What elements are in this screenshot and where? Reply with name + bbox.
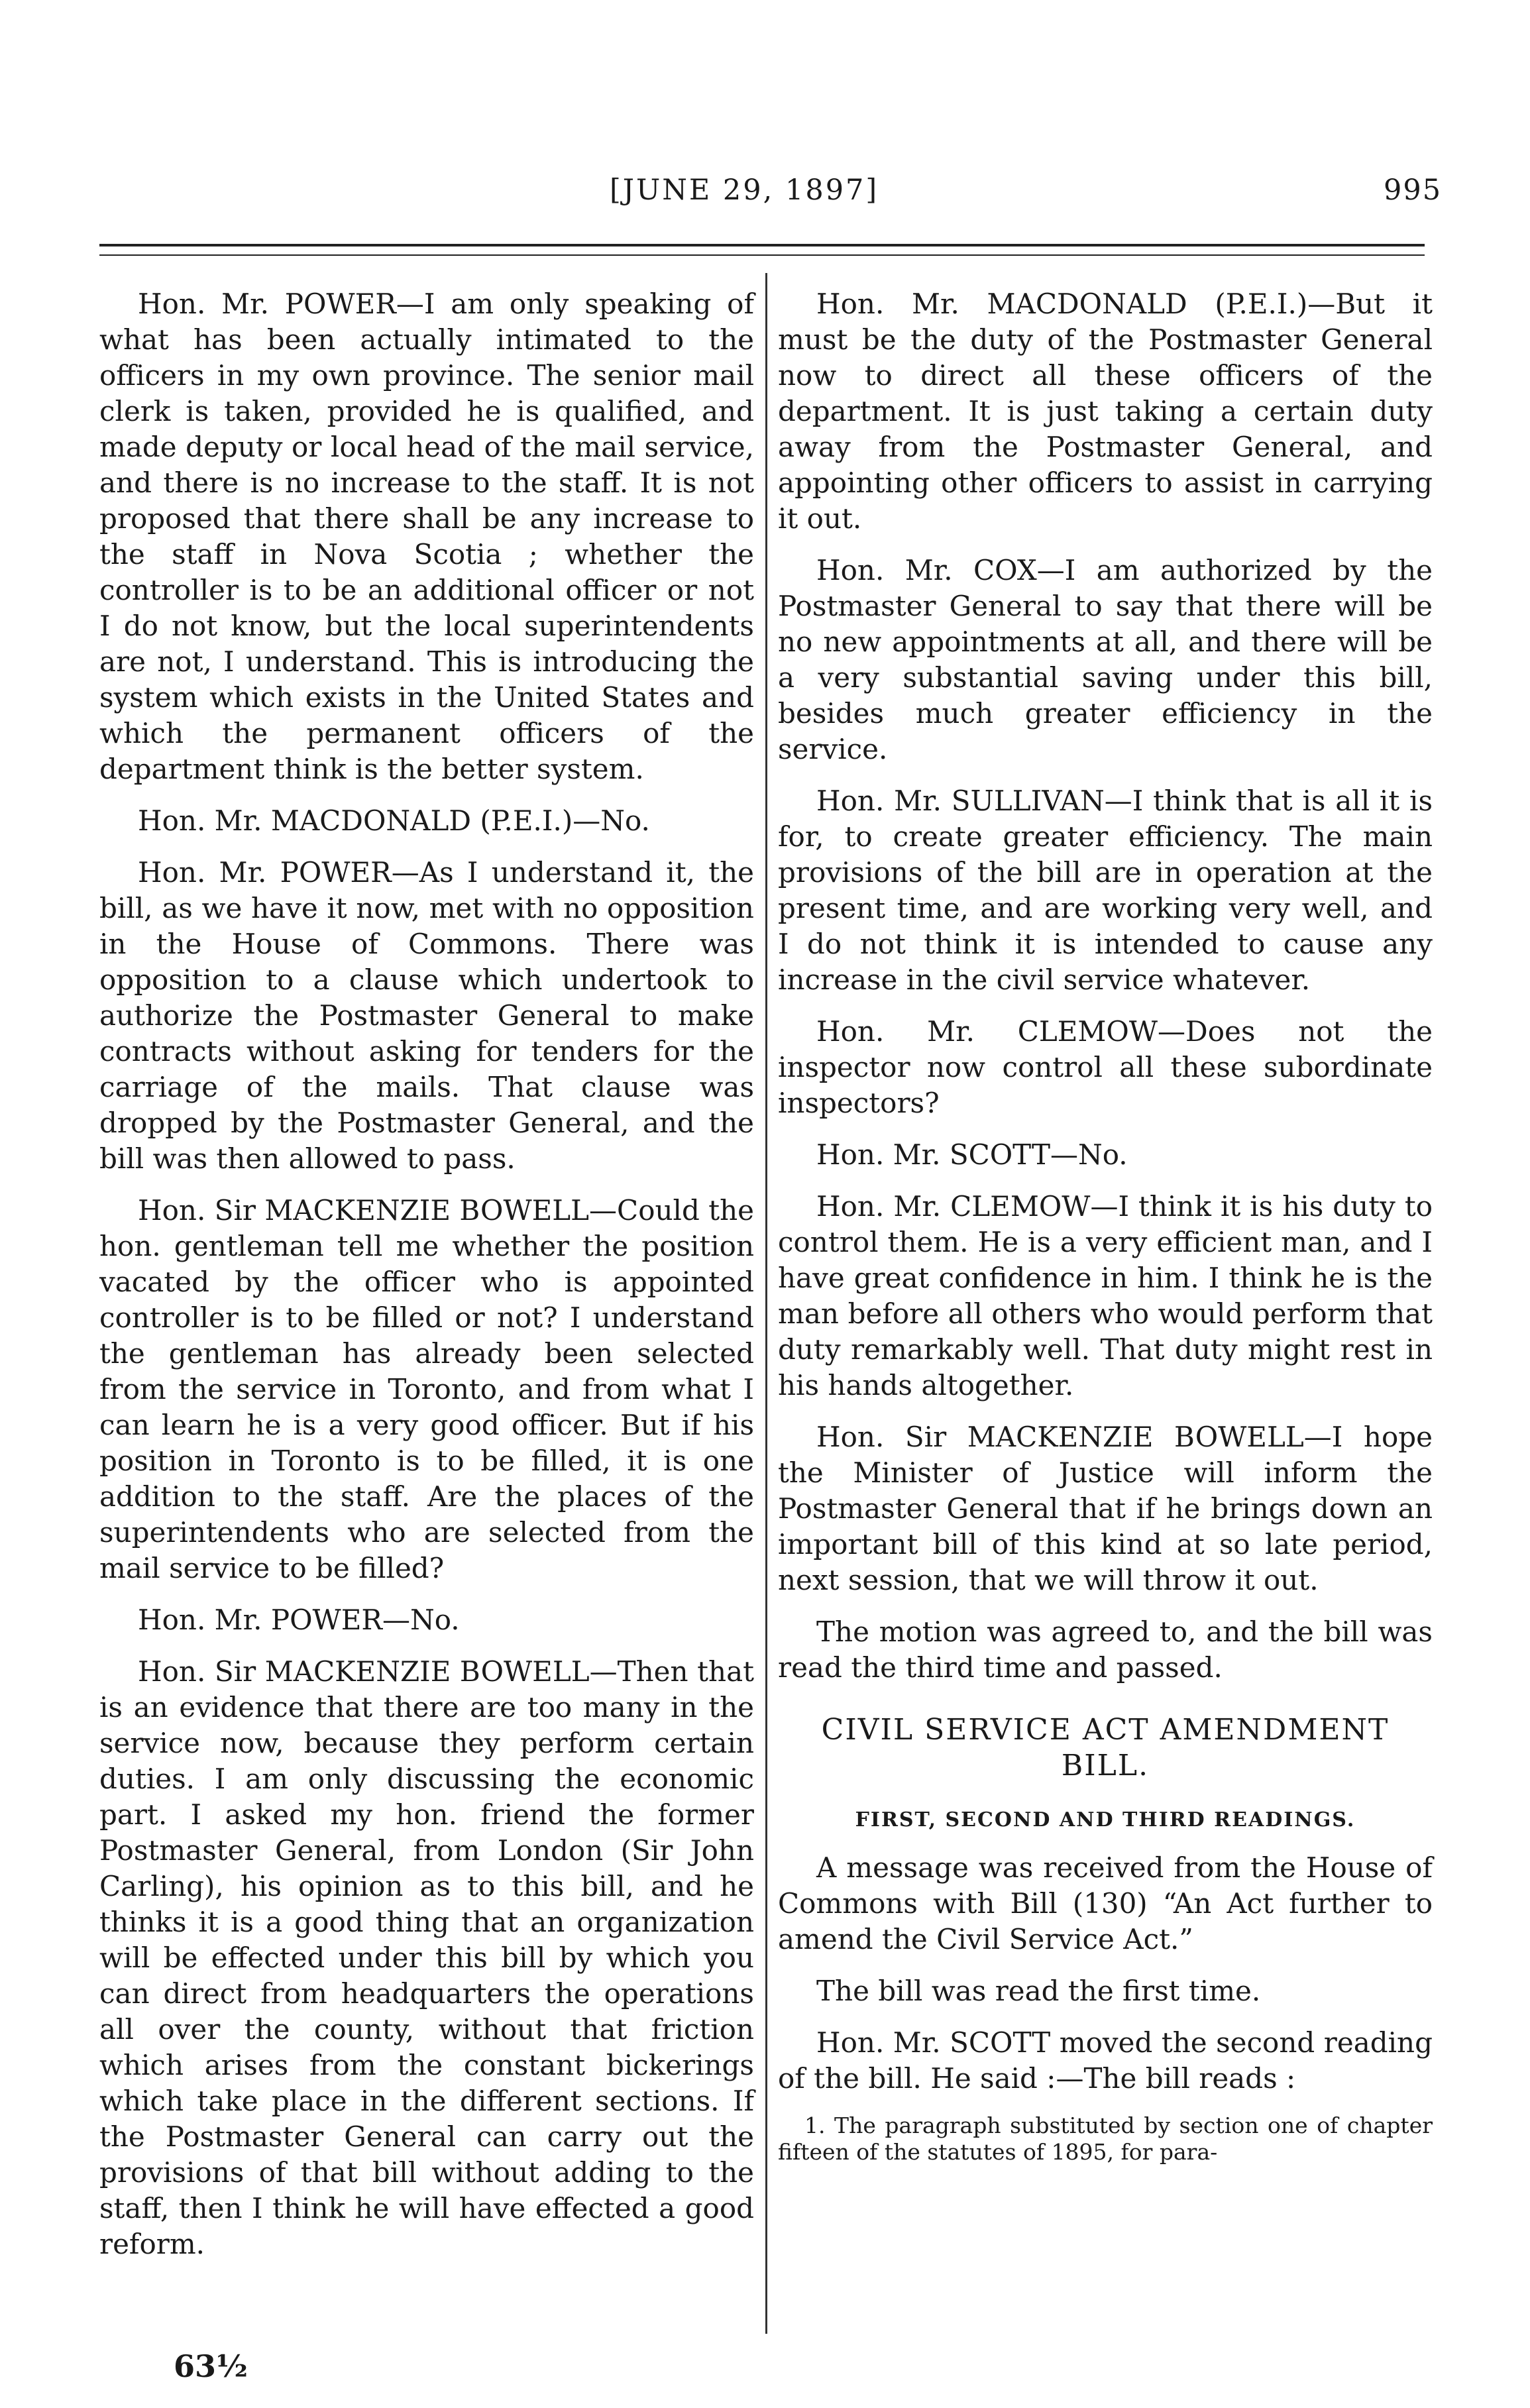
page-number: 995 xyxy=(1384,174,1443,207)
left-paragraph: Hon. Mr. POWER—No. xyxy=(138,1604,460,1636)
left-paragraph: Hon. Sir MACKENZIE BOWELL—Then that is an evidence that there are too many in the service now, because they perform certain duties. I am only discussing the economic part. I asked my hon. friend the former Postmaster General, from London (Sir John Carling), his opinion as to this bill, and he thinks it is a good thing that an organization will be effected under this bill by which you can direct from headquarters the operations all over the county, without that friction which arises from the constant bickerings which take place in the different sections. If the Postmaster General can carry out the provisions of that bill without adding to the staff, then I think he will have effected a good reform. xyxy=(99,1655,754,2260)
left-paragraph: Hon. Sir MACKENZIE BOWELL—Could the hon. gentleman tell me whether the position vacated by the officer who is appointed controller is to be filled or not? I understand the gentleman has already been selected from the service in Toronto, and from what I can learn he is a very good officer. But if his position in Toronto is to be filled, it is one addition to the staff. Are the places of the superintendents who are selected from the mail service to be filled? xyxy=(99,1194,754,1584)
section-paragraph: The bill was read the first time. xyxy=(816,1975,1261,2007)
section-subheading: FIRST, SECOND AND THIRD READINGS. xyxy=(855,1808,1356,1832)
right-paragraph: Hon. Mr. MACDONALD (P.E.I.)—But it must be the duty of the Postmaster General now to direct all these officers of the department. It is just taking a certain duty away from the Postmaster General, and appointing other officers to assist in carrying it out. xyxy=(778,288,1433,535)
header-date: [JUNE 29, 1897] xyxy=(610,174,879,207)
header-rule-thin xyxy=(99,254,1425,256)
signature-mark: 63½ xyxy=(174,2348,248,2384)
left-column xyxy=(99,286,754,2278)
right-paragraph: Hon. Mr. SCOTT—No. xyxy=(816,1138,1128,1171)
right-column xyxy=(778,286,1433,2165)
header-rule-thick xyxy=(99,244,1425,246)
left-paragraph: Hon. Mr. POWER—I am only speaking of what has been actually intimated to the officers in my own province. The senior mail clerk is taken, provided he is qualified, and made deputy or local head of the mail service, and there is no increase to the staff. It is not proposed that there shall be any increase to the staff in Nova Scotia ; whether the controller is to be an additional officer or not I do not know, but the local superintendents are not, I understand. This is introducing the system which exists in the United States and which the permanent officers of the department think is the better system. xyxy=(99,288,754,785)
section-heading: CIVIL SERVICE ACT AMENDMENT BILL. xyxy=(821,1713,1390,1782)
right-paragraph: The motion was agreed to, and the bill was read the third time and passed. xyxy=(778,1615,1433,1684)
section-paragraph: A message was received from the House of Commons with Bill (130) “An Act further to amend the Civil Service Act.” xyxy=(778,1851,1433,1955)
left-paragraph: Hon. Mr. POWER—As I understand it, the bill, as we have it now, met with no opposition in the House of Commons. There was opposition to a clause which undertook to authorize the Postmaster General to make contracts without asking for tenders for the carriage of the mails. That clause was dropped by the Postmaster General, and the bill was then allowed to pass. xyxy=(99,856,754,1175)
right-paragraph: Hon. Mr. SULLIVAN—I think that is all it is for, to create greater efficiency. The main provisions of the bill are in operation at the present time, and are working very well, and I do not think it is intended to cause any increase in the civil service whatever. xyxy=(778,785,1433,996)
right-paragraph: Hon. Mr. CLEMOW—Does not the inspector now control all these subordinate inspectors? xyxy=(778,1015,1433,1119)
quoted-bill-text: 1. The paragraph substituted by section one of chapter fifteen of the statutes of 1895, for para- xyxy=(778,2112,1433,2165)
right-paragraph: Hon. Mr. CLEMOW—I think it is his duty to control them. He is a very efficient man, and I have great confidence in him. I think he is the man before all others who would perform that duty remarkably well. That duty might rest in his hands altogether. xyxy=(778,1190,1433,1401)
section-paragraph: Hon. Mr. SCOTT moved the second reading of the bill. He said :—The bill reads : xyxy=(778,2026,1433,2095)
right-paragraph: Hon. Mr. COX—I am authorized by the Postmaster General to say that there will be no new appointments at all, and there will be a very substantial saving under this bill, besides much greater efficiency in the service. xyxy=(778,554,1433,765)
left-paragraph: Hon. Mr. MACDONALD (P.E.I.)—No. xyxy=(138,804,650,837)
column-divider xyxy=(765,273,767,2334)
right-paragraph: Hon. Sir MACKENZIE BOWELL—I hope the Minister of Justice will inform the Postmaster General that if he brings down an important bill of this kind at so late period, next session, that we will throw it out. xyxy=(778,1421,1433,1596)
